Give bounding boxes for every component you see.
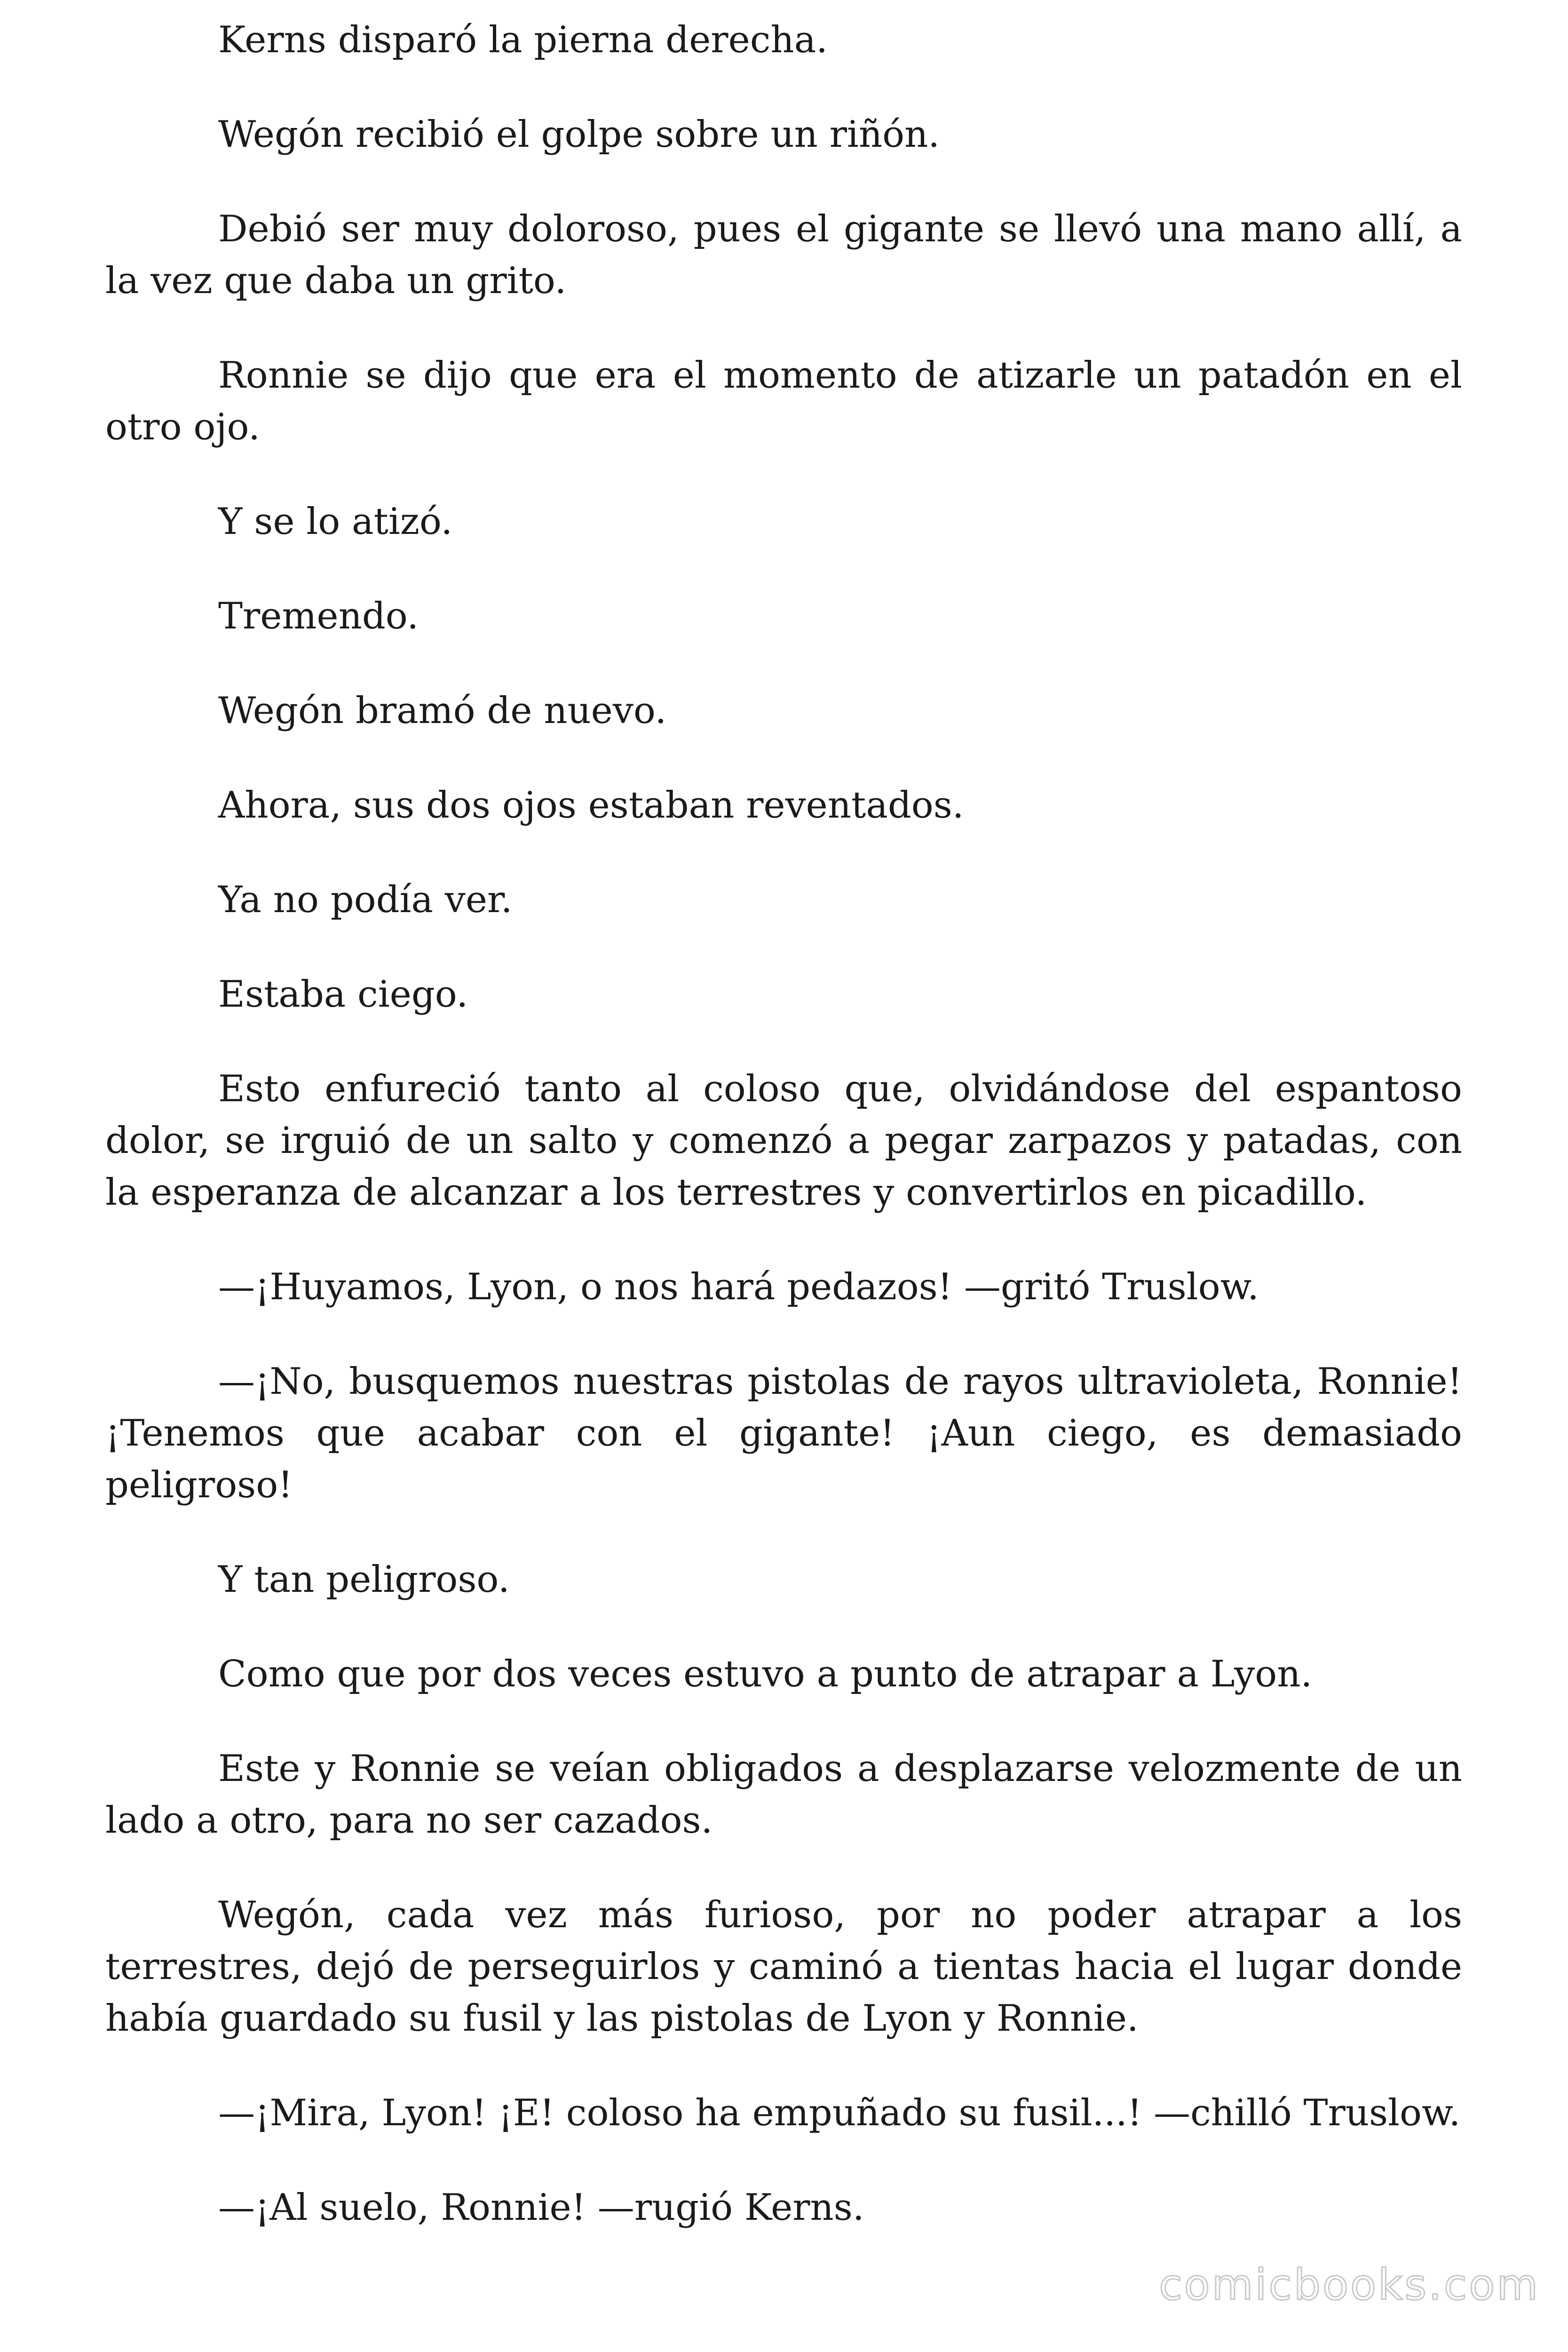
paragraph: —¡Al suelo, Ronnie! —rugió Kerns. xyxy=(218,2186,864,2229)
paragraph: Wegón, cada vez más furioso, por no poder atrapar a los terrestres, dejó de perseguirlos y caminó a tientas hacia el lugar donde había guardado su fusil y las pistolas de Lyon y Ronnie. xyxy=(105,1894,1462,2040)
paragraph: Ahora, sus dos ojos estaban reventados. xyxy=(218,784,964,826)
paragraph: Como que por dos veces estuvo a punto de atrapar a Lyon. xyxy=(218,1653,1313,1695)
page-body xyxy=(105,14,1462,2276)
paragraph: Wegón bramó de nuevo. xyxy=(218,690,667,732)
watermark: comicbooks.com xyxy=(1159,2260,1540,2310)
paragraph: Kerns disparó la pierna derecha. xyxy=(218,19,828,61)
paragraph: Estaba ciego. xyxy=(218,973,468,1016)
paragraph: Este y Ronnie se veían obligados a desplazarse velozmente de un lado a otro, para no ser cazados. xyxy=(105,1748,1462,1842)
paragraph: Ya no podía ver. xyxy=(218,879,513,921)
paragraph: —¡Mira, Lyon! ¡E! coloso ha empuñado su fusil...! —chilló Truslow. xyxy=(218,2092,1461,2134)
paragraph: Tremendo. xyxy=(218,595,419,637)
paragraph: Wegón recibió el golpe sobre un riñón. xyxy=(218,113,940,156)
paragraph: —¡Huyamos, Lyon, o nos hará pedazos! —gritó Truslow. xyxy=(218,1266,1259,1308)
paragraph: Y se lo atizó. xyxy=(218,501,453,543)
paragraph: Esto enfureció tanto al coloso que, olvidándose del espantoso dolor, se irguió de un salto y comenzó a pegar zarpazos y patadas, con la esperanza de alcanzar a los terrestres y convertirlos en picadillo. xyxy=(105,1068,1462,1214)
paragraph: Debió ser muy doloroso, pues el gigante se llevó una mano allí, a la vez que daba un grito. xyxy=(105,208,1462,302)
paragraph: Ronnie se dijo que era el momento de atizarle un patadón en el otro ojo. xyxy=(105,354,1462,448)
paragraph: —¡No, busquemos nuestras pistolas de rayos ultravioleta, Ronnie! ¡Tenemos que acabar con el gigante! ¡Aun ciego, es demasiado peligroso! xyxy=(105,1360,1462,1506)
paragraph: Y tan peligroso. xyxy=(218,1558,510,1601)
